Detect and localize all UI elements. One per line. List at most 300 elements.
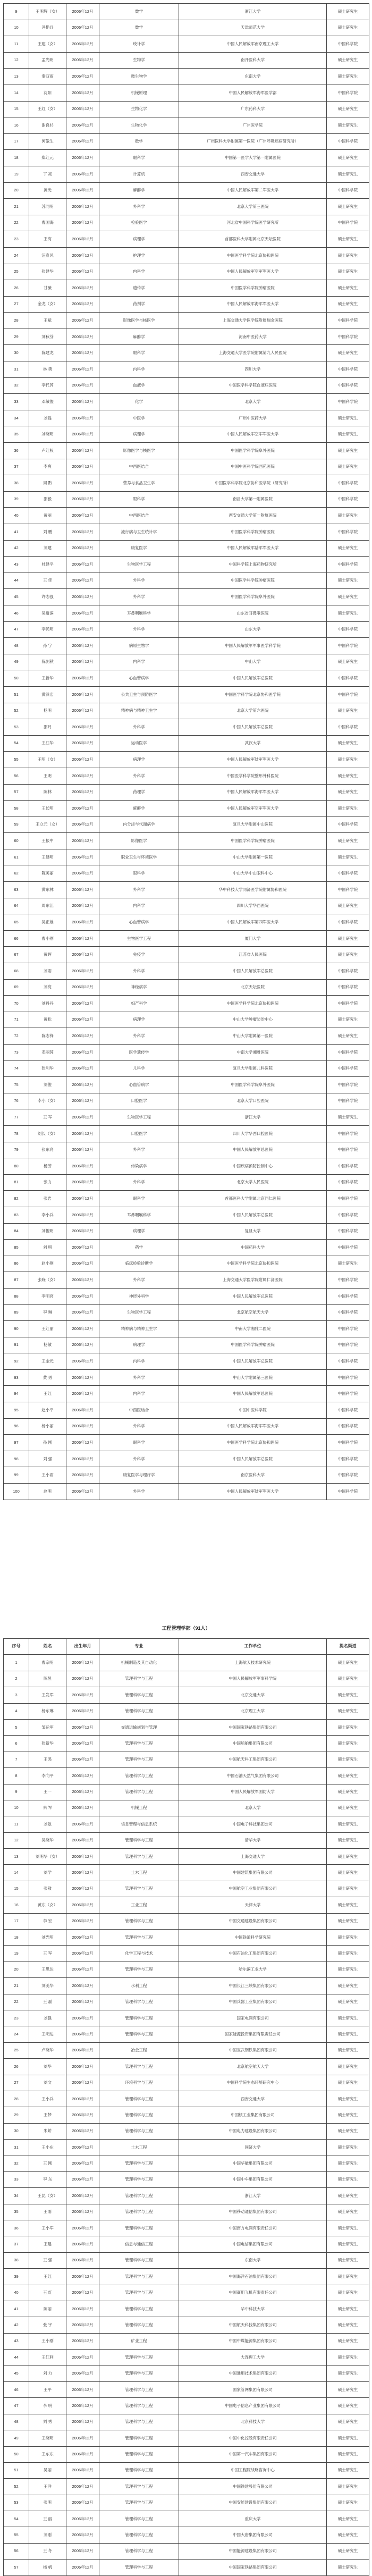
cell-index: 52	[4, 2479, 29, 2495]
cell-channel: 中国科学院	[327, 1174, 369, 1191]
cell-birth: 2006年12月	[66, 264, 99, 280]
cell-employer: 中国移动通信集团有限公司	[179, 2204, 327, 2220]
cell-employer: 中国医学科学院整形外科医院	[179, 768, 327, 784]
cell-birth: 2006年12月	[66, 2107, 99, 2123]
cell-channel: 中国科学院	[327, 1077, 369, 1093]
cell-channel: 中国科学院	[327, 719, 369, 736]
cell-channel: 硕士研究生	[327, 1913, 369, 1929]
cell-employer: 北京天坛医院	[179, 979, 327, 996]
cell-major: 外科学	[99, 1272, 179, 1289]
cell-major: 生物化学	[99, 101, 179, 117]
cell-employer: 西安交通大学	[179, 2091, 327, 2107]
cell-index: 55	[4, 752, 29, 768]
cell-employer: 中国核工业集团有限公司	[179, 2107, 327, 2123]
cell-name: 刘光明	[29, 1930, 66, 1946]
table-row	[4, 670, 369, 687]
cell-name: 张新华	[29, 1736, 66, 1752]
cell-index: 12	[4, 52, 29, 69]
cell-name: 吴正雄	[29, 914, 66, 931]
cell-index: 45	[4, 2365, 29, 2381]
cell-index: 3	[4, 1687, 29, 1703]
cell-name: 王 丽	[29, 2511, 66, 2527]
cell-channel: 中国科学院	[327, 1142, 369, 1158]
cell-channel: 中国科学院	[327, 686, 369, 703]
table-row	[4, 166, 369, 182]
cell-index: 59	[4, 816, 29, 833]
cell-channel: 硕士研究生	[327, 2107, 369, 2123]
cell-birth: 2006年12月	[66, 1386, 99, 1402]
cell-major: 机械工程	[99, 1800, 179, 1816]
cell-channel: 硕士研究生	[327, 345, 369, 361]
cell-index: 5	[4, 1719, 29, 1735]
cell-birth: 2006年12月	[66, 296, 99, 313]
cell-major: 管理科学与工程	[99, 2495, 179, 2511]
cell-birth: 2006年12月	[66, 979, 99, 996]
cell-index: 29	[4, 2107, 29, 2123]
table-row	[4, 2171, 369, 2187]
cell-index: 13	[4, 69, 29, 85]
table-row	[4, 2495, 369, 2511]
cell-employer: 南京医科大学	[179, 1467, 327, 1484]
cell-birth: 2006年12月	[66, 1321, 99, 1337]
header-index: 序号	[4, 1639, 29, 1655]
cell-major: 口腔医学	[99, 1093, 179, 1109]
cell-major: 管理科学与工程	[99, 2010, 179, 2026]
cell-name: 张建华	[29, 264, 66, 280]
cell-channel: 中国科学院	[327, 996, 369, 1012]
cell-employer: 中国人民解放军陆军军医大学	[179, 1484, 327, 1500]
cell-employer: 中国中医科学院	[179, 1402, 327, 1419]
cell-name: 曹宗明	[29, 1655, 66, 1671]
cell-index: 81	[4, 1174, 29, 1191]
cell-employer: 中国科学院上海药物研究所	[179, 557, 327, 573]
cell-major: 管理科学与工程	[99, 1913, 179, 1929]
cell-employer: 中国中车集团有限公司	[179, 2171, 327, 2187]
cell-name: 郑红元	[29, 150, 66, 166]
cell-name: 吴晓华	[29, 1832, 66, 1848]
cell-name: 陈昱	[29, 1671, 66, 1687]
cell-name: 王新华	[29, 670, 66, 687]
cell-channel: 硕士研究生	[327, 2479, 369, 2495]
cell-major: 外科学	[99, 199, 179, 215]
cell-employer: 中国大唐集团有限公司	[179, 2527, 327, 2543]
table-row	[4, 1174, 369, 1191]
cell-index: 7	[4, 1752, 29, 1767]
cell-name: 王建	[29, 2236, 66, 2252]
cell-employer: 南开医科大学	[179, 52, 327, 69]
cell-birth: 2006年12月	[66, 2527, 99, 2543]
cell-employer: 浙江大学	[179, 4, 327, 20]
cell-employer: 西安交通大学第一附属医院	[179, 508, 327, 524]
cell-index: 74	[4, 1060, 29, 1077]
cell-employer: 华中科技大学同济医学院附属协和医院	[179, 882, 327, 898]
cell-birth: 2006年12月	[66, 1142, 99, 1158]
cell-employer: 中国石油化工集团有限公司	[179, 1946, 327, 1962]
cell-name: 王梦	[29, 2107, 66, 2123]
cell-birth: 2006年12月	[66, 2171, 99, 2187]
cell-major: 生物化学	[99, 117, 179, 134]
cell-index: 94	[4, 1386, 29, 1402]
cell-index: 97	[4, 1435, 29, 1451]
cell-channel: 中国科学院	[327, 1304, 369, 1321]
table-row	[4, 1125, 369, 1142]
table-row	[4, 605, 369, 621]
cell-index: 98	[4, 1451, 29, 1467]
cell-major: 管理科学与工程	[99, 2527, 179, 2543]
cell-major: 内科学	[99, 264, 179, 280]
cell-employer: 中国能源建设集团有限公司	[179, 2543, 327, 2559]
cell-major: 外科学	[99, 1418, 179, 1435]
cell-name: 邵月	[29, 719, 66, 736]
cell-index: 47	[4, 621, 29, 638]
cell-channel: 硕士研究生	[327, 1800, 369, 1816]
cell-index: 54	[4, 735, 29, 752]
cell-employer: 中国人民解放军空军军医大学	[179, 426, 327, 443]
cell-index: 53	[4, 719, 29, 736]
cell-major: 职业卫生与环境医学	[99, 849, 179, 865]
cell-birth: 2006年12月	[66, 215, 99, 231]
table-row	[4, 1865, 369, 1881]
cell-index: 44	[4, 2350, 29, 2365]
table-row	[4, 2479, 369, 2495]
cell-major: 生物医学工程	[99, 930, 179, 947]
cell-index: 76	[4, 1093, 29, 1109]
cell-birth: 2006年12月	[66, 1484, 99, 1500]
table-row	[4, 589, 369, 605]
cell-employer: 复旦大学	[179, 1223, 327, 1240]
cell-channel: 硕士研究生	[327, 2252, 369, 2268]
cell-birth: 2006年12月	[66, 36, 99, 53]
cell-name: 沈阳	[29, 85, 66, 101]
table-row	[4, 1467, 369, 1484]
cell-name: 刘华	[29, 2059, 66, 2075]
cell-index: 56	[4, 2543, 29, 2559]
cell-major: 中西医结合	[99, 508, 179, 524]
cell-employer: 中山大学附属第一医院	[179, 1028, 327, 1045]
cell-employer: 中国医学科学院肿瘤医院	[179, 573, 327, 589]
cell-birth: 2006年12月	[66, 816, 99, 833]
table-row	[4, 377, 369, 394]
table-row	[4, 2269, 369, 2285]
cell-name: 朱娇	[29, 2123, 66, 2139]
cell-channel: 硕士研究生	[327, 166, 369, 182]
cell-birth: 2006年12月	[66, 426, 99, 443]
cell-index: 62	[4, 865, 29, 882]
table-row	[4, 247, 369, 264]
cell-channel: 硕士研究生	[327, 752, 369, 768]
cell-name: 王 佳	[29, 573, 66, 589]
table-row	[4, 2236, 369, 2252]
cell-name: 邹运军	[29, 1719, 66, 1735]
cell-channel: 硕士研究生	[327, 1881, 369, 1897]
cell-birth: 2006年12月	[66, 1719, 99, 1735]
cell-name: 刘 鹏	[29, 524, 66, 541]
table-row	[4, 1158, 369, 1175]
cell-major: 中西医结合	[99, 1402, 179, 1419]
cell-channel: 中国科学院	[327, 491, 369, 508]
table-row	[4, 1897, 369, 1913]
cell-channel: 中国科学院	[327, 1272, 369, 1289]
cell-index: 24	[4, 247, 29, 264]
cell-channel: 硕士研究生	[327, 540, 369, 557]
cell-major: 影像医学与核医学	[99, 313, 179, 329]
cell-index: 11	[4, 36, 29, 53]
table-row	[4, 882, 369, 898]
cell-channel: 中国科学院	[327, 1484, 369, 1500]
table-row	[4, 2188, 369, 2204]
table-row	[4, 1752, 369, 1767]
cell-channel: 硕士研究生	[327, 1719, 369, 1735]
cell-index: 38	[4, 2252, 29, 2268]
cell-name: 邓敏俊	[29, 394, 66, 410]
cell-employer: 中国长江三峡集团有限公司	[179, 1978, 327, 1994]
cell-birth: 2006年12月	[66, 801, 99, 817]
cell-birth: 2006年12月	[66, 1223, 99, 1240]
table-row	[4, 2527, 369, 2543]
cell-name: 王小军	[29, 2220, 66, 2236]
table-row	[4, 2220, 369, 2236]
cell-major: 眼科学	[99, 1435, 179, 1451]
cell-employer: 首都医科大学附属北京同仁医院	[179, 1191, 327, 1207]
cell-employer: 中国宝武钢铁集团有限公司	[179, 2042, 327, 2058]
cell-channel: 中国科学院	[327, 182, 369, 199]
cell-channel: 硕士研究生	[327, 2398, 369, 2414]
table-row	[4, 963, 369, 980]
cell-birth: 2006年12月	[66, 638, 99, 654]
cell-major: 药学	[99, 1240, 179, 1256]
cell-channel: 硕士研究生	[327, 1012, 369, 1028]
cell-name: 陈志锋	[29, 1028, 66, 1045]
cell-employer: 上海交通大学医学院附属第九人民医院	[179, 345, 327, 361]
cell-birth: 2006年12月	[66, 2462, 99, 2478]
cell-index: 39	[4, 2269, 29, 2285]
cell-index: 27	[4, 2075, 29, 2091]
cell-index: 14	[4, 1865, 29, 1881]
cell-major: 微生物学	[99, 69, 179, 85]
cell-index: 6	[4, 1736, 29, 1752]
cell-name: 李 宏	[29, 1913, 66, 1929]
cell-employer: 中国疾病预防控制中心	[179, 1158, 327, 1175]
cell-channel: 中国科学院	[327, 914, 369, 931]
cell-birth: 2006年12月	[66, 1288, 99, 1304]
table-row	[4, 2091, 369, 2107]
cell-channel: 硕士研究生	[327, 947, 369, 963]
cell-index: 68	[4, 963, 29, 980]
cell-employer: 中国人民解放军空军军医大学	[179, 264, 327, 280]
cell-name: 丁 亮	[29, 166, 66, 182]
cell-name: 杨明	[29, 703, 66, 719]
cell-employer: 中国药科大学	[179, 1240, 327, 1256]
cell-channel: 中国科学院	[327, 621, 369, 638]
nominee-table-medicine	[3, 3, 369, 1500]
cell-major: 化学工程与技术	[99, 1946, 179, 1962]
cell-employer: 广东药科大学	[179, 101, 327, 117]
table-row	[4, 2156, 369, 2171]
cell-employer: 中国铁建股份有限公司	[179, 2479, 327, 2495]
cell-birth: 2006年12月	[66, 1671, 99, 1687]
cell-employer: 北京理工大学	[179, 1703, 327, 1719]
cell-major: 管理科学与工程	[99, 2026, 179, 2042]
cell-birth: 2006年12月	[66, 963, 99, 980]
cell-index: 53	[4, 2495, 29, 2511]
section-title: 工程管理学部（91人）	[162, 1626, 210, 1631]
table-row	[4, 182, 369, 199]
cell-employer: 中国电力建设集团有限公司	[179, 2123, 327, 2139]
cell-name: 杨小丽	[29, 1418, 66, 1435]
cell-index: 44	[4, 573, 29, 589]
cell-major: 管理科学与工程	[99, 2220, 179, 2236]
cell-major: 土木工程	[99, 1865, 179, 1881]
cell-name: 王红	[29, 2269, 66, 2285]
cell-channel: 中国科学院	[327, 1158, 369, 1175]
cell-channel: 硕士研究生	[327, 654, 369, 670]
cell-birth: 2006年12月	[66, 280, 99, 297]
cell-index: 46	[4, 605, 29, 621]
table-row	[4, 1142, 369, 1158]
cell-major: 眼科学	[99, 1191, 179, 1207]
cell-birth: 2006年12月	[66, 540, 99, 557]
cell-major: 内分泌与代谢病学	[99, 816, 179, 833]
table-row	[4, 2381, 369, 2397]
cell-index: 8	[4, 1768, 29, 1784]
cell-name: 金龙（女）	[29, 296, 66, 313]
cell-channel: 硕士研究生	[327, 264, 369, 280]
cell-name: 曹小刚	[29, 930, 66, 947]
cell-employer: 北京大学	[179, 394, 327, 410]
cell-channel: 硕士研究生	[327, 605, 369, 621]
cell-birth: 2006年12月	[66, 1832, 99, 1848]
table-row	[4, 2285, 369, 2301]
cell-major: 麻醉学	[99, 182, 179, 199]
cell-name: 刘明华（女）	[29, 1849, 66, 1865]
cell-employer: 中国华能集团有限公司	[179, 2156, 327, 2171]
cell-channel: 硕士研究生	[327, 1962, 369, 1977]
cell-name: 王立元（女）	[29, 816, 66, 833]
cell-index: 79	[4, 1142, 29, 1158]
cell-birth: 2006年12月	[66, 1093, 99, 1109]
table-row	[4, 1768, 369, 1784]
cell-birth: 2006年12月	[66, 735, 99, 752]
cell-major: 康复医学与理疗学	[99, 1467, 179, 1484]
cell-birth: 2006年12月	[66, 166, 99, 182]
cell-major: 管理科学与工程	[99, 2285, 179, 2301]
cell-major: 生物医学工程	[99, 1304, 179, 1321]
cell-index: 80	[4, 1158, 29, 1175]
cell-birth: 2006年12月	[66, 2123, 99, 2139]
table-row	[4, 1093, 369, 1109]
cell-channel: 硕士研究生	[327, 735, 369, 752]
cell-employer: 中国医学科学院阜外医院	[179, 589, 327, 605]
cell-major: 外科学	[99, 719, 179, 736]
table-row	[4, 475, 369, 492]
cell-channel: 中国科学院	[327, 524, 369, 541]
cell-index: 16	[4, 1897, 29, 1913]
cell-birth: 2006年12月	[66, 1028, 99, 1045]
cell-channel: 中国科学院	[327, 133, 369, 150]
cell-channel: 硕士研究生	[327, 508, 369, 524]
cell-index: 21	[4, 1978, 29, 1994]
cell-major: 病理学	[99, 426, 179, 443]
table-row	[4, 654, 369, 670]
cell-employer: 中国医学科学院阜外医院	[179, 443, 327, 459]
cell-name: 杜建平	[29, 557, 66, 573]
cell-name: 王小兵	[29, 2091, 66, 2107]
cell-employer: 清华大学	[179, 1832, 327, 1848]
cell-major: 内科学	[99, 654, 179, 670]
cell-employer: 中国医学科学院北京协和医学院（研究所）	[179, 475, 327, 492]
cell-channel: 硕士研究生	[327, 898, 369, 914]
cell-major: 病理学	[99, 1223, 179, 1240]
cell-employer: 中国第一医学大学第一附属医院	[179, 150, 327, 166]
cell-channel: 硕士研究生	[327, 2350, 369, 2365]
cell-major: 管理科学与工程	[99, 2365, 179, 2381]
cell-employer: 中国中煤能源集团有限公司	[179, 2333, 327, 2349]
cell-index: 51	[4, 2462, 29, 2478]
cell-name: 冯艳兵	[29, 20, 66, 36]
cell-birth: 2006年12月	[66, 345, 99, 361]
cell-major: 检验医学	[99, 215, 179, 231]
cell-name: 王振中	[29, 833, 66, 849]
cell-employer: 中国医学科学院肿瘤医院	[179, 833, 327, 849]
cell-major: 眼科学	[99, 345, 179, 361]
cell-name: 王 强	[29, 2252, 66, 2268]
cell-major: 眼科学	[99, 150, 179, 166]
cell-major: 外科学	[99, 1142, 179, 1158]
table-row	[4, 1451, 369, 1467]
table-row	[4, 345, 369, 361]
table-row	[4, 816, 369, 833]
cell-index: 18	[4, 1930, 29, 1946]
cell-channel: 硕士研究生	[327, 833, 369, 849]
table-row	[4, 1849, 369, 1865]
cell-birth: 2006年12月	[66, 1337, 99, 1353]
table-row	[4, 2140, 369, 2156]
cell-birth: 2006年12月	[66, 508, 99, 524]
cell-channel: 硕士研究生	[327, 1978, 369, 1994]
cell-channel: 硕士研究生	[327, 1994, 369, 2010]
cell-major: 麻醉学	[99, 801, 179, 817]
cell-major: 神经病学	[99, 979, 179, 996]
table-row	[4, 2350, 369, 2365]
cell-employer: 浙江大学	[179, 1109, 327, 1126]
cell-name: 王晓明	[29, 2430, 66, 2446]
table-row	[4, 1418, 369, 1435]
cell-major: 流行病与卫生统计学	[99, 524, 179, 541]
table-row	[4, 1484, 369, 1500]
cell-channel: 中国科学院	[327, 1451, 369, 1467]
cell-name: 王思达	[29, 1962, 66, 1977]
cell-channel: 硕士研究生	[327, 1028, 369, 1045]
cell-employer: 中国医学科学院北京协和医院	[179, 996, 327, 1012]
cell-birth: 2006年12月	[66, 1240, 99, 1256]
table-row	[4, 329, 369, 345]
cell-index: 61	[4, 849, 29, 865]
cell-birth: 2006年12月	[66, 2543, 99, 2559]
cell-major: 传染病学	[99, 1158, 179, 1175]
cell-channel: 中国科学院	[327, 816, 369, 833]
cell-name: 王 磊	[29, 1994, 66, 2010]
cell-birth: 2006年12月	[66, 491, 99, 508]
cell-index: 18	[4, 150, 29, 166]
cell-name: 吴道滨	[29, 605, 66, 621]
cell-employer: 中国人民解放军第四军医大学	[179, 914, 327, 931]
cell-major: 信息与通信工程	[99, 2236, 179, 2252]
cell-index: 50	[4, 670, 29, 687]
cell-channel: 硕士研究生	[327, 2026, 369, 2042]
cell-employer: 中国人民解放军总医院	[179, 1207, 327, 1223]
cell-employer: 中国医学科学院北京协和医院	[179, 247, 327, 264]
cell-name: 李代芮	[29, 377, 66, 394]
